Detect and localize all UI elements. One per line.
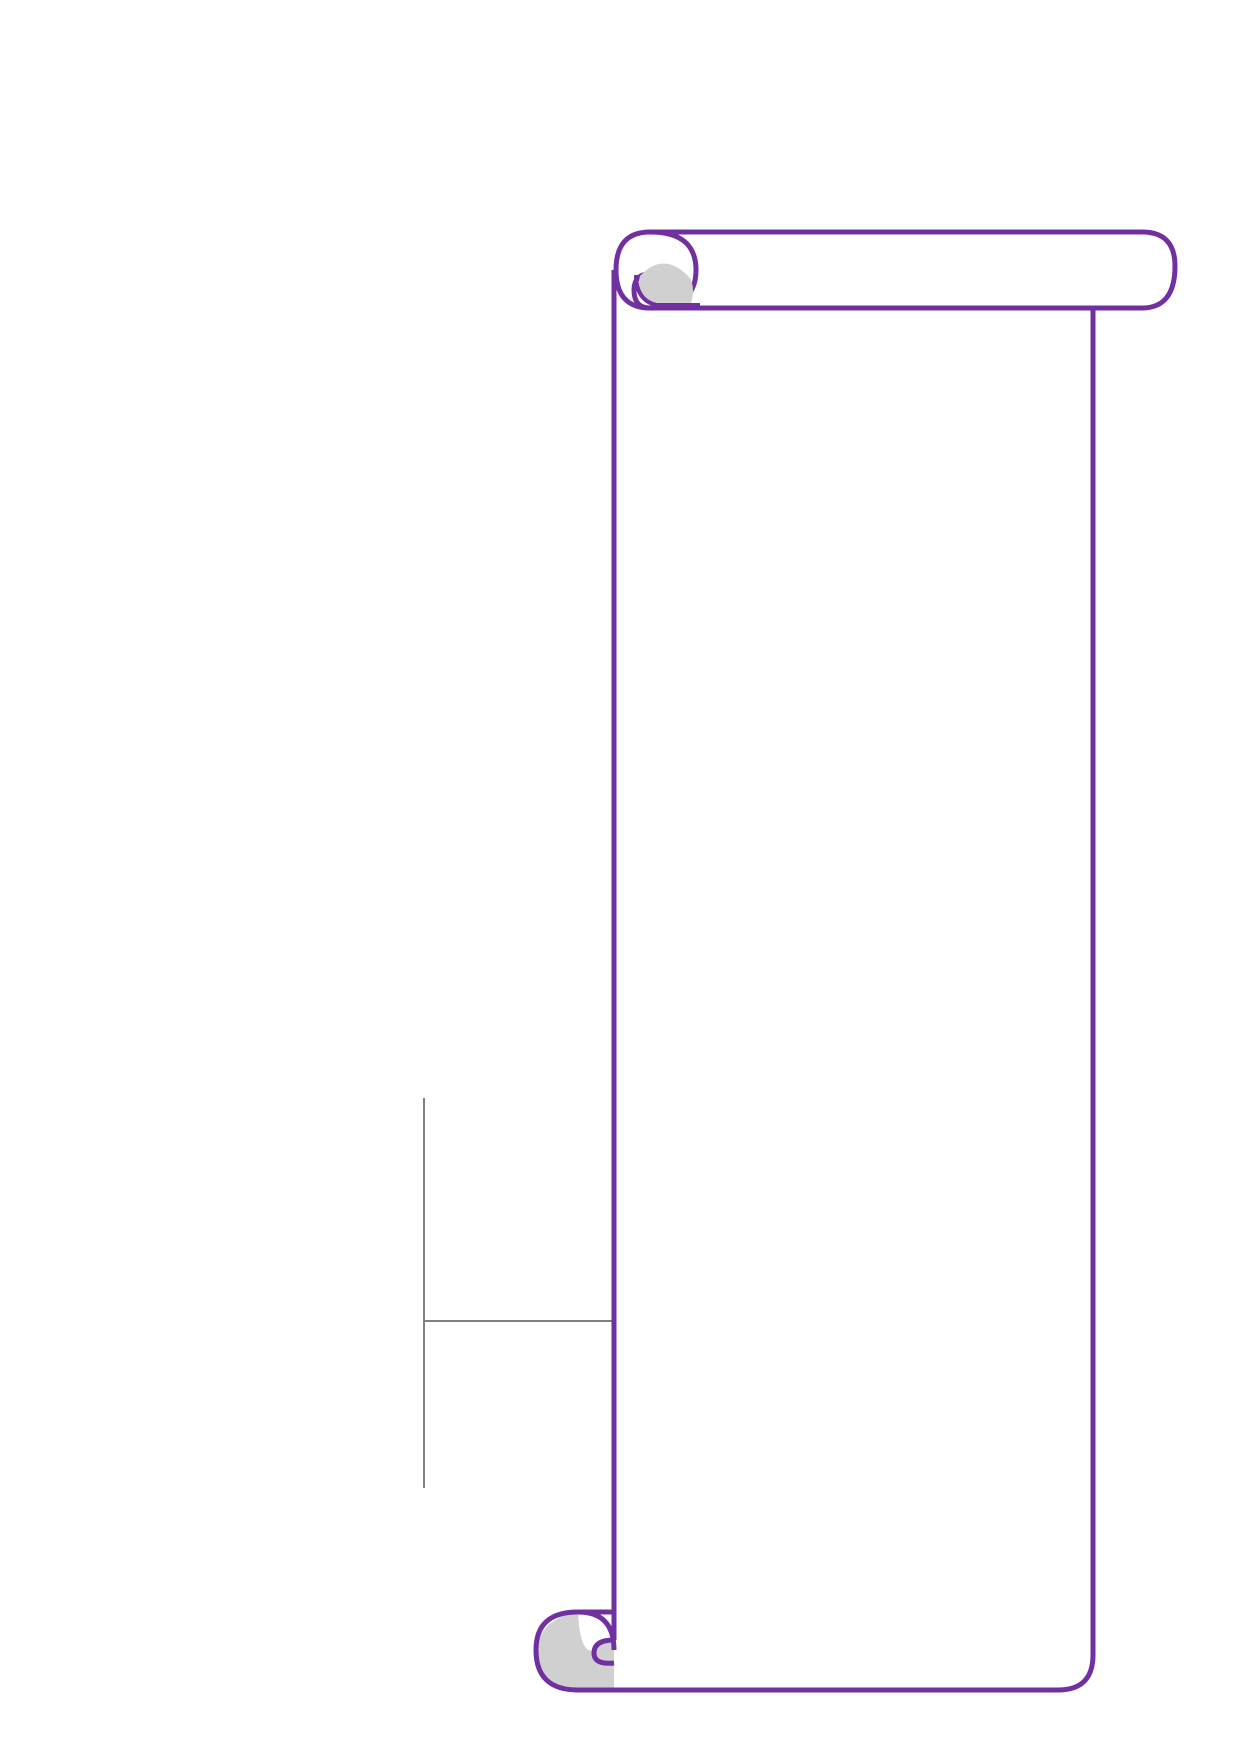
scroll-body (570, 278, 1093, 1690)
scroll-top-roll (616, 232, 1175, 308)
scroll-bottom-curl-fill (538, 1612, 614, 1690)
